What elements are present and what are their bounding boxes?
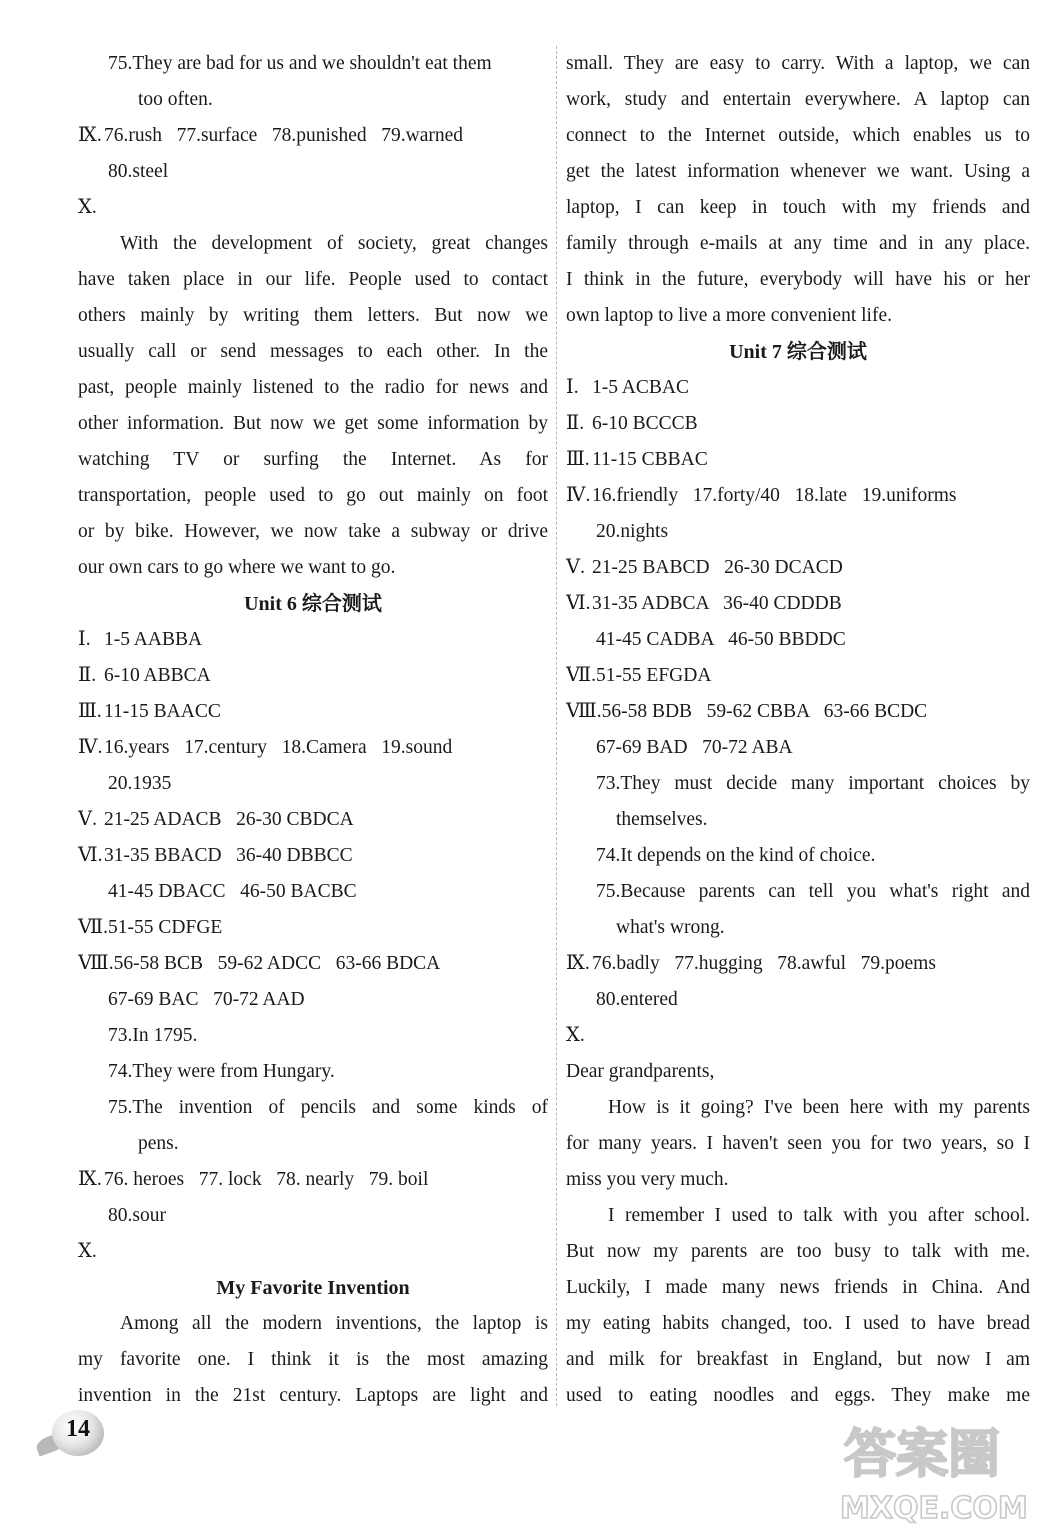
text-line (78, 766, 548, 802)
line-text: 41-45 DBACC 46-50 BACBC (108, 881, 357, 902)
line-text: 56-58 BDB 59-62 CBBA 63-66 BCDC (601, 701, 928, 722)
column-divider (556, 46, 557, 1406)
text-line (78, 82, 548, 118)
line-text: transportation, people used to go out mainly on foot (78, 485, 548, 506)
text-line (566, 694, 1030, 730)
watermark-bottom: MXQE.COM (840, 1491, 1028, 1526)
text-line (566, 658, 1030, 694)
text-line (78, 334, 548, 370)
text-line (78, 1234, 548, 1270)
text-line (78, 730, 548, 766)
text-line (78, 46, 548, 82)
section-numeral: Ⅴ. (78, 809, 97, 830)
line-text: 73.In 1795. (108, 1025, 198, 1046)
section-numeral: Ⅷ. (566, 701, 602, 722)
line-text: have taken place in our life. People used to contact (78, 269, 548, 290)
text-line (566, 442, 1030, 478)
line-text: 75.The invention of pencils and some kinds of (108, 1097, 548, 1118)
line-text: 1-5 AABBA (104, 629, 203, 650)
text-line (566, 838, 1030, 874)
text-line (78, 370, 548, 406)
text-line (78, 262, 548, 298)
line-text: 21-25 BABCD 26-30 DCACD (592, 557, 843, 578)
text-line (78, 226, 548, 262)
text-line (78, 982, 548, 1018)
text-line (78, 406, 548, 442)
text-line (566, 406, 1030, 442)
line-text: With the development of society, great changes (120, 233, 548, 254)
line-text: laptop, I can keep in touch with my friends and (566, 197, 1030, 218)
text-line (78, 298, 548, 334)
line-text: 11-15 CBBAC (592, 449, 708, 470)
text-line (78, 154, 548, 190)
text-line (566, 478, 1030, 514)
section-numeral: Ⅲ. (78, 701, 102, 722)
section-numeral: Ⅶ. (566, 665, 597, 686)
text-line (566, 874, 1030, 910)
line-text: family through e-mails at any time and in any place. (566, 233, 1030, 254)
line-text: Luckily, I made many news friends in China. And (566, 1277, 1030, 1298)
text-line (566, 1378, 1030, 1414)
text-line (566, 1198, 1030, 1234)
text-line (566, 1054, 1030, 1090)
section-numeral: Ⅶ. (78, 917, 109, 938)
section-numeral: Ⅹ. (78, 1241, 97, 1262)
text-line (78, 946, 548, 982)
line-text: 1-5 ACBAC (592, 377, 689, 398)
section-numeral: Ⅱ. (78, 665, 97, 686)
line-text: and milk for breakfast in England, but now I am (566, 1349, 1030, 1370)
line-text: themselves. (616, 809, 708, 830)
text-line (566, 1234, 1030, 1270)
line-text: work, study and entertain everywhere. A laptop can (566, 89, 1030, 110)
line-text: my favorite one. I think it is the most amazing (78, 1349, 548, 1370)
text-line (78, 1378, 548, 1414)
line-text: for many years. I haven't seen you for two years, so I (566, 1133, 1030, 1154)
text-line (78, 1342, 548, 1378)
line-text: past, people mainly listened to the radio for news and (78, 377, 548, 398)
line-text: 6-10 ABBCA (104, 665, 211, 686)
line-text: 74.They were from Hungary. (108, 1061, 335, 1082)
text-line (78, 694, 548, 730)
text-line (78, 190, 548, 226)
text-line (566, 1306, 1030, 1342)
line-text: But now my parents are too busy to talk with me. (566, 1241, 1030, 1262)
right-column (566, 46, 1030, 1414)
text-line (78, 442, 548, 478)
line-text: 67-69 BAC 70-72 AAD (108, 989, 305, 1010)
line-text: get the latest information whenever we want. Using a (566, 161, 1030, 182)
section-numeral: Ⅸ. (78, 1169, 102, 1190)
line-text: 75.They are bad for us and we shouldn't eat them (108, 53, 492, 74)
line-text: 31-35 ADBCA 36-40 CDDDB (592, 593, 842, 614)
line-text: 76.rush 77.surface 78.punished 79.warned (104, 125, 464, 146)
line-text: 16.friendly 17.forty/40 18.late 19.uniforms (592, 485, 957, 506)
text-line (78, 1306, 548, 1342)
section-numeral: Ⅲ. (566, 449, 590, 470)
text-line (78, 478, 548, 514)
line-text: watching TV or surfing the Internet. As for (78, 449, 548, 470)
text-line (566, 766, 1030, 802)
text-line (566, 586, 1030, 622)
section-numeral: Ⅵ. (566, 593, 591, 614)
line-text: 21-25 ADACB 26-30 CBDCA (104, 809, 354, 830)
line-text: 80.entered (596, 989, 678, 1010)
text-line (78, 1126, 548, 1162)
line-text: 51-55 CDFGE (108, 917, 223, 938)
watermark-top: 答案圈 (844, 1425, 1001, 1485)
line-text: used to eating noodles and eggs. They make me (566, 1385, 1030, 1406)
section-numeral: Ⅰ. (566, 377, 579, 398)
text-line (78, 874, 548, 910)
text-line (78, 658, 548, 694)
line-text: small. They are easy to carry. With a laptop, we can (566, 53, 1030, 74)
text-line (566, 46, 1030, 82)
text-line (566, 802, 1030, 838)
text-line (566, 1126, 1030, 1162)
line-text: 74.It depends on the kind of choice. (596, 845, 876, 866)
line-text: or by bike. However, we now take a subway or drive (78, 521, 548, 542)
page-number-badge (30, 1402, 120, 1462)
text-line (78, 838, 548, 874)
line-text: Unit 6 综合测试 (244, 593, 382, 615)
line-text: 73.They must decide many important choices by (596, 773, 1030, 794)
section-numeral: Ⅵ. (78, 845, 103, 866)
line-text: Unit 7 综合测试 (729, 341, 867, 363)
line-text: My Favorite Invention (216, 1277, 410, 1299)
line-text: pens. (138, 1133, 179, 1154)
line-text: I think in the future, everybody will have his or her (566, 269, 1030, 290)
section-heading (78, 586, 548, 622)
line-text: our own cars to go where we want to go. (78, 557, 396, 578)
line-text: miss you very much. (566, 1169, 729, 1190)
line-text: other information. But now we get some information by (78, 413, 548, 434)
line-text: usually call or send messages to each other. In the (78, 341, 548, 362)
text-line (566, 622, 1030, 658)
section-numeral: Ⅹ. (566, 1025, 585, 1046)
text-line (566, 514, 1030, 550)
text-line (78, 1198, 548, 1234)
text-line (566, 298, 1030, 334)
section-heading (566, 334, 1030, 370)
section-numeral: Ⅸ. (78, 125, 102, 146)
line-text: 20.nights (596, 521, 669, 542)
text-line (566, 226, 1030, 262)
line-text: 75.Because parents can tell you what's right and (596, 881, 1030, 902)
line-text: 80.steel (108, 161, 169, 182)
text-line (566, 1270, 1030, 1306)
line-text: too often. (138, 89, 213, 110)
line-text: 6-10 BCCCB (592, 413, 698, 434)
text-line (566, 1162, 1030, 1198)
line-text: connect to the Internet outside, which enables us to (566, 125, 1030, 146)
section-numeral: Ⅰ. (78, 629, 91, 650)
line-text: others mainly by writing them letters. But now we (78, 305, 548, 326)
line-text: 51-55 EFGDA (596, 665, 712, 686)
text-line (78, 118, 548, 154)
line-text: 16.years 17.century 18.Camera 19.sound (104, 737, 453, 758)
line-text: 67-69 BAD 70-72 ABA (596, 737, 793, 758)
text-line (566, 154, 1030, 190)
section-numeral: Ⅹ. (78, 197, 97, 218)
text-line (566, 262, 1030, 298)
line-text: what's wrong. (616, 917, 725, 938)
line-text: 80.sour (108, 1205, 166, 1226)
line-text: own laptop to live a more convenient life. (566, 305, 892, 326)
text-line (78, 622, 548, 658)
text-line (78, 514, 548, 550)
text-line (566, 946, 1030, 982)
line-text: I remember I used to talk with you after school. (608, 1205, 1030, 1226)
text-line (566, 82, 1030, 118)
line-text: Among all the modern inventions, the laptop is (120, 1313, 548, 1334)
text-line (566, 190, 1030, 226)
line-text: 31-35 BBACD 36-40 DBBCC (104, 845, 353, 866)
line-text: 41-45 CADBA 46-50 BBDDC (596, 629, 846, 650)
section-heading (78, 1270, 548, 1306)
section-numeral: Ⅳ. (78, 737, 103, 758)
text-line (566, 982, 1030, 1018)
line-text: 11-15 BAACC (104, 701, 221, 722)
text-line (566, 730, 1030, 766)
section-numeral: Ⅸ. (566, 953, 590, 974)
left-column (78, 46, 548, 1414)
line-text: invention in the 21st century. Laptops are light and (78, 1385, 548, 1406)
text-line (78, 802, 548, 838)
text-line (566, 910, 1030, 946)
section-numeral: Ⅳ. (566, 485, 591, 506)
text-line (566, 118, 1030, 154)
text-line (566, 370, 1030, 406)
text-line (566, 1018, 1030, 1054)
text-line (78, 1018, 548, 1054)
text-line (566, 1342, 1030, 1378)
text-line (78, 550, 548, 586)
section-numeral: Ⅴ. (566, 557, 585, 578)
line-text: Dear grandparents, (566, 1061, 715, 1082)
watermark-logo (830, 1410, 1050, 1530)
section-numeral: Ⅷ. (78, 953, 114, 974)
text-line (78, 1162, 548, 1198)
page-number: 14 (66, 1416, 90, 1442)
section-numeral: Ⅱ. (566, 413, 585, 434)
line-text: my eating habits changed, too. I used to have bread (566, 1313, 1030, 1334)
text-line (78, 1090, 548, 1126)
line-text: 76.badly 77.hugging 78.awful 79.poems (592, 953, 936, 974)
text-line (566, 550, 1030, 586)
line-text: 56-58 BCB 59-62 ADCC 63-66 BDCA (113, 953, 441, 974)
text-line (566, 1090, 1030, 1126)
line-text: 76. heroes 77. lock 78. nearly 79. boil (104, 1169, 429, 1190)
line-text: 20.1935 (108, 773, 172, 794)
line-text: How is it going? I've been here with my parents (608, 1097, 1030, 1118)
text-line (78, 1054, 548, 1090)
text-line (78, 910, 548, 946)
